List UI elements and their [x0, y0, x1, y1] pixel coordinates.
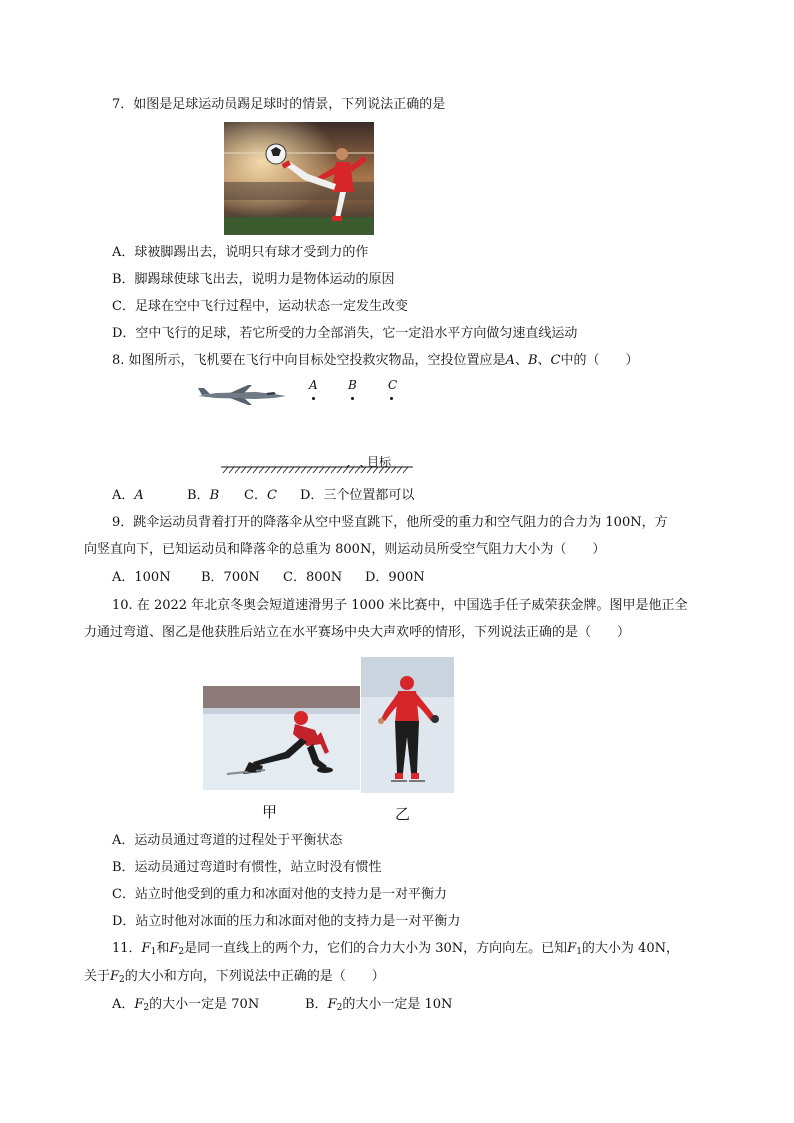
q11-f1-subscript: 1: [150, 947, 157, 957]
q7-option-c: C．足球在空中飞行过程中，运动状态一定发生改变: [112, 299, 408, 314]
q7-option-a: A．球被脚踢出去，说明只有球才受到力的作: [112, 245, 369, 260]
q10-caption-jia: 甲: [262, 803, 278, 821]
q11-line2-suffix: 的大小和方向，下列说法中正确的是（ ）: [124, 969, 385, 984]
q8-option-a-value: A: [134, 488, 144, 503]
q8-label-c: C: [388, 378, 398, 392]
q10-option-d: D．站立时他对冰面的压力和冰面对他的支持力是一对平衡力: [112, 914, 461, 929]
q11-stem-line1: [112, 940, 679, 958]
q7-stem: 7．如图是足球运动员踢足球时的情景，下列说法正确的是: [112, 97, 446, 112]
q8-stem-a: A: [505, 353, 515, 368]
q7-option-b: B．脚踢球使球飞出去，说明力是物体运动的原因: [112, 272, 395, 287]
q11-option-b: [305, 996, 452, 1014]
q8-option-c-prefix: C．: [244, 488, 267, 503]
q8-point-a: [312, 397, 315, 400]
q8-stem-sep2: 、: [537, 353, 551, 368]
q11-f1-symbol-2: F: [567, 941, 577, 956]
q8-option-b-prefix: B．: [187, 488, 210, 503]
q11-number: 11．: [112, 941, 142, 956]
q9-option-d: D．900N: [365, 570, 425, 585]
q8-option-a-prefix: A．: [112, 488, 135, 503]
q11-stem-line2: [84, 968, 385, 986]
q11-option-a-f: F: [134, 997, 144, 1012]
q11-option-a: [112, 996, 259, 1014]
q11-option-b-sub: 2: [336, 1003, 343, 1013]
q8-stem-sep1: 、: [514, 353, 528, 368]
q10-stem-line1: 10. 在 2022 年北京冬奥会短道速滑男子 1000 米比赛中，中国选手任子威荣获金牌。图甲是他正全: [112, 598, 688, 613]
q8-point-c: [390, 397, 393, 400]
q10-stem-line2: 力通过弯道、图乙是他获胜后站立在水平赛场中央大声欢呼的情形，下列说法正确的是（ ）: [84, 625, 631, 640]
q11-and: 和: [156, 941, 170, 956]
q11-f1-symbol: F: [141, 941, 151, 956]
skater-cornering-image: [203, 686, 360, 790]
fighter-jet-icon: [196, 384, 288, 406]
q8-stem-suffix: 中的（ ）: [560, 353, 639, 368]
q8-option-c-value: C: [266, 488, 277, 503]
q11-option-b-suffix: 的大小一定是 10N: [342, 997, 453, 1012]
q11-f2-symbol: F: [169, 941, 179, 956]
q10-option-c: C．站立时他受到的重力和冰面对他的支持力是一对平衡力: [112, 887, 447, 902]
q9-stem-line1: 9．跳伞运动员背着打开的降落伞从空中竖直跳下，他所受的重力和空气阻力的合力为 100N，方: [112, 515, 668, 530]
q8-label-a: A: [309, 378, 318, 392]
q8-target-label: 目标: [367, 455, 392, 469]
q10-option-a: A．运动员通过弯道的过程处于平衡状态: [112, 833, 343, 848]
q11-line2-prefix: 关于: [84, 969, 111, 984]
q8-stem-prefix: 8. 如图所示，飞机要在飞行中向目标处空投救灾物品，空投位置应是: [112, 353, 506, 368]
soccer-player-image: [224, 122, 374, 235]
q8-option-d: D．三个位置都可以: [300, 488, 415, 503]
q8-stem-c: C: [550, 353, 561, 368]
q10-caption-yi: 乙: [395, 805, 411, 823]
q11-f1-subscript-2: 1: [576, 947, 582, 957]
q11-option-a-suffix: 的大小一定是 70N: [149, 997, 260, 1012]
q11-f2-subscript-2: 2: [119, 975, 125, 985]
q8-option-b-value: B: [209, 488, 220, 503]
q11-option-a-sub: 2: [143, 1003, 150, 1013]
q8-stem-b: B: [527, 353, 538, 368]
q9-option-c: C．800N: [283, 570, 343, 585]
q11-f2-symbol-2: F: [110, 969, 120, 984]
q7-option-d: D．空中飞行的足球，若它所受的力全部消失，它一定沿水平方向做匀速直线运动: [112, 326, 578, 341]
q11-stem-part1: 是同一直线上的两个力，它们的合力大小为 30N，方向向左。已知: [184, 941, 568, 956]
q8-option-b: [187, 487, 219, 505]
q9-stem-line2: 向竖直向下，已知运动员和降落伞的总重为 800N，则运动员所受空气阻力大小为（ ）: [84, 542, 606, 557]
q11-option-b-f: F: [327, 997, 337, 1012]
skater-standing-image: [361, 657, 454, 793]
q11-option-b-prefix: B．: [305, 997, 328, 1012]
q11-option-a-prefix: A．: [112, 997, 135, 1012]
ground-hatch: [221, 464, 413, 474]
q8-stem: [112, 352, 639, 370]
q11-f2-subscript: 2: [178, 947, 185, 957]
q8-option-c: [244, 487, 277, 505]
q9-option-a: A．100N: [112, 570, 171, 585]
q8-option-a: [112, 487, 144, 505]
q10-option-b: B．运动员通过弯道时有惯性，站立时没有惯性: [112, 860, 382, 875]
q11-stem-part2: 的大小为 40N，: [581, 941, 679, 956]
q9-option-b: B．700N: [201, 570, 260, 585]
q8-label-b: B: [348, 378, 357, 392]
q8-point-b: [351, 397, 354, 400]
